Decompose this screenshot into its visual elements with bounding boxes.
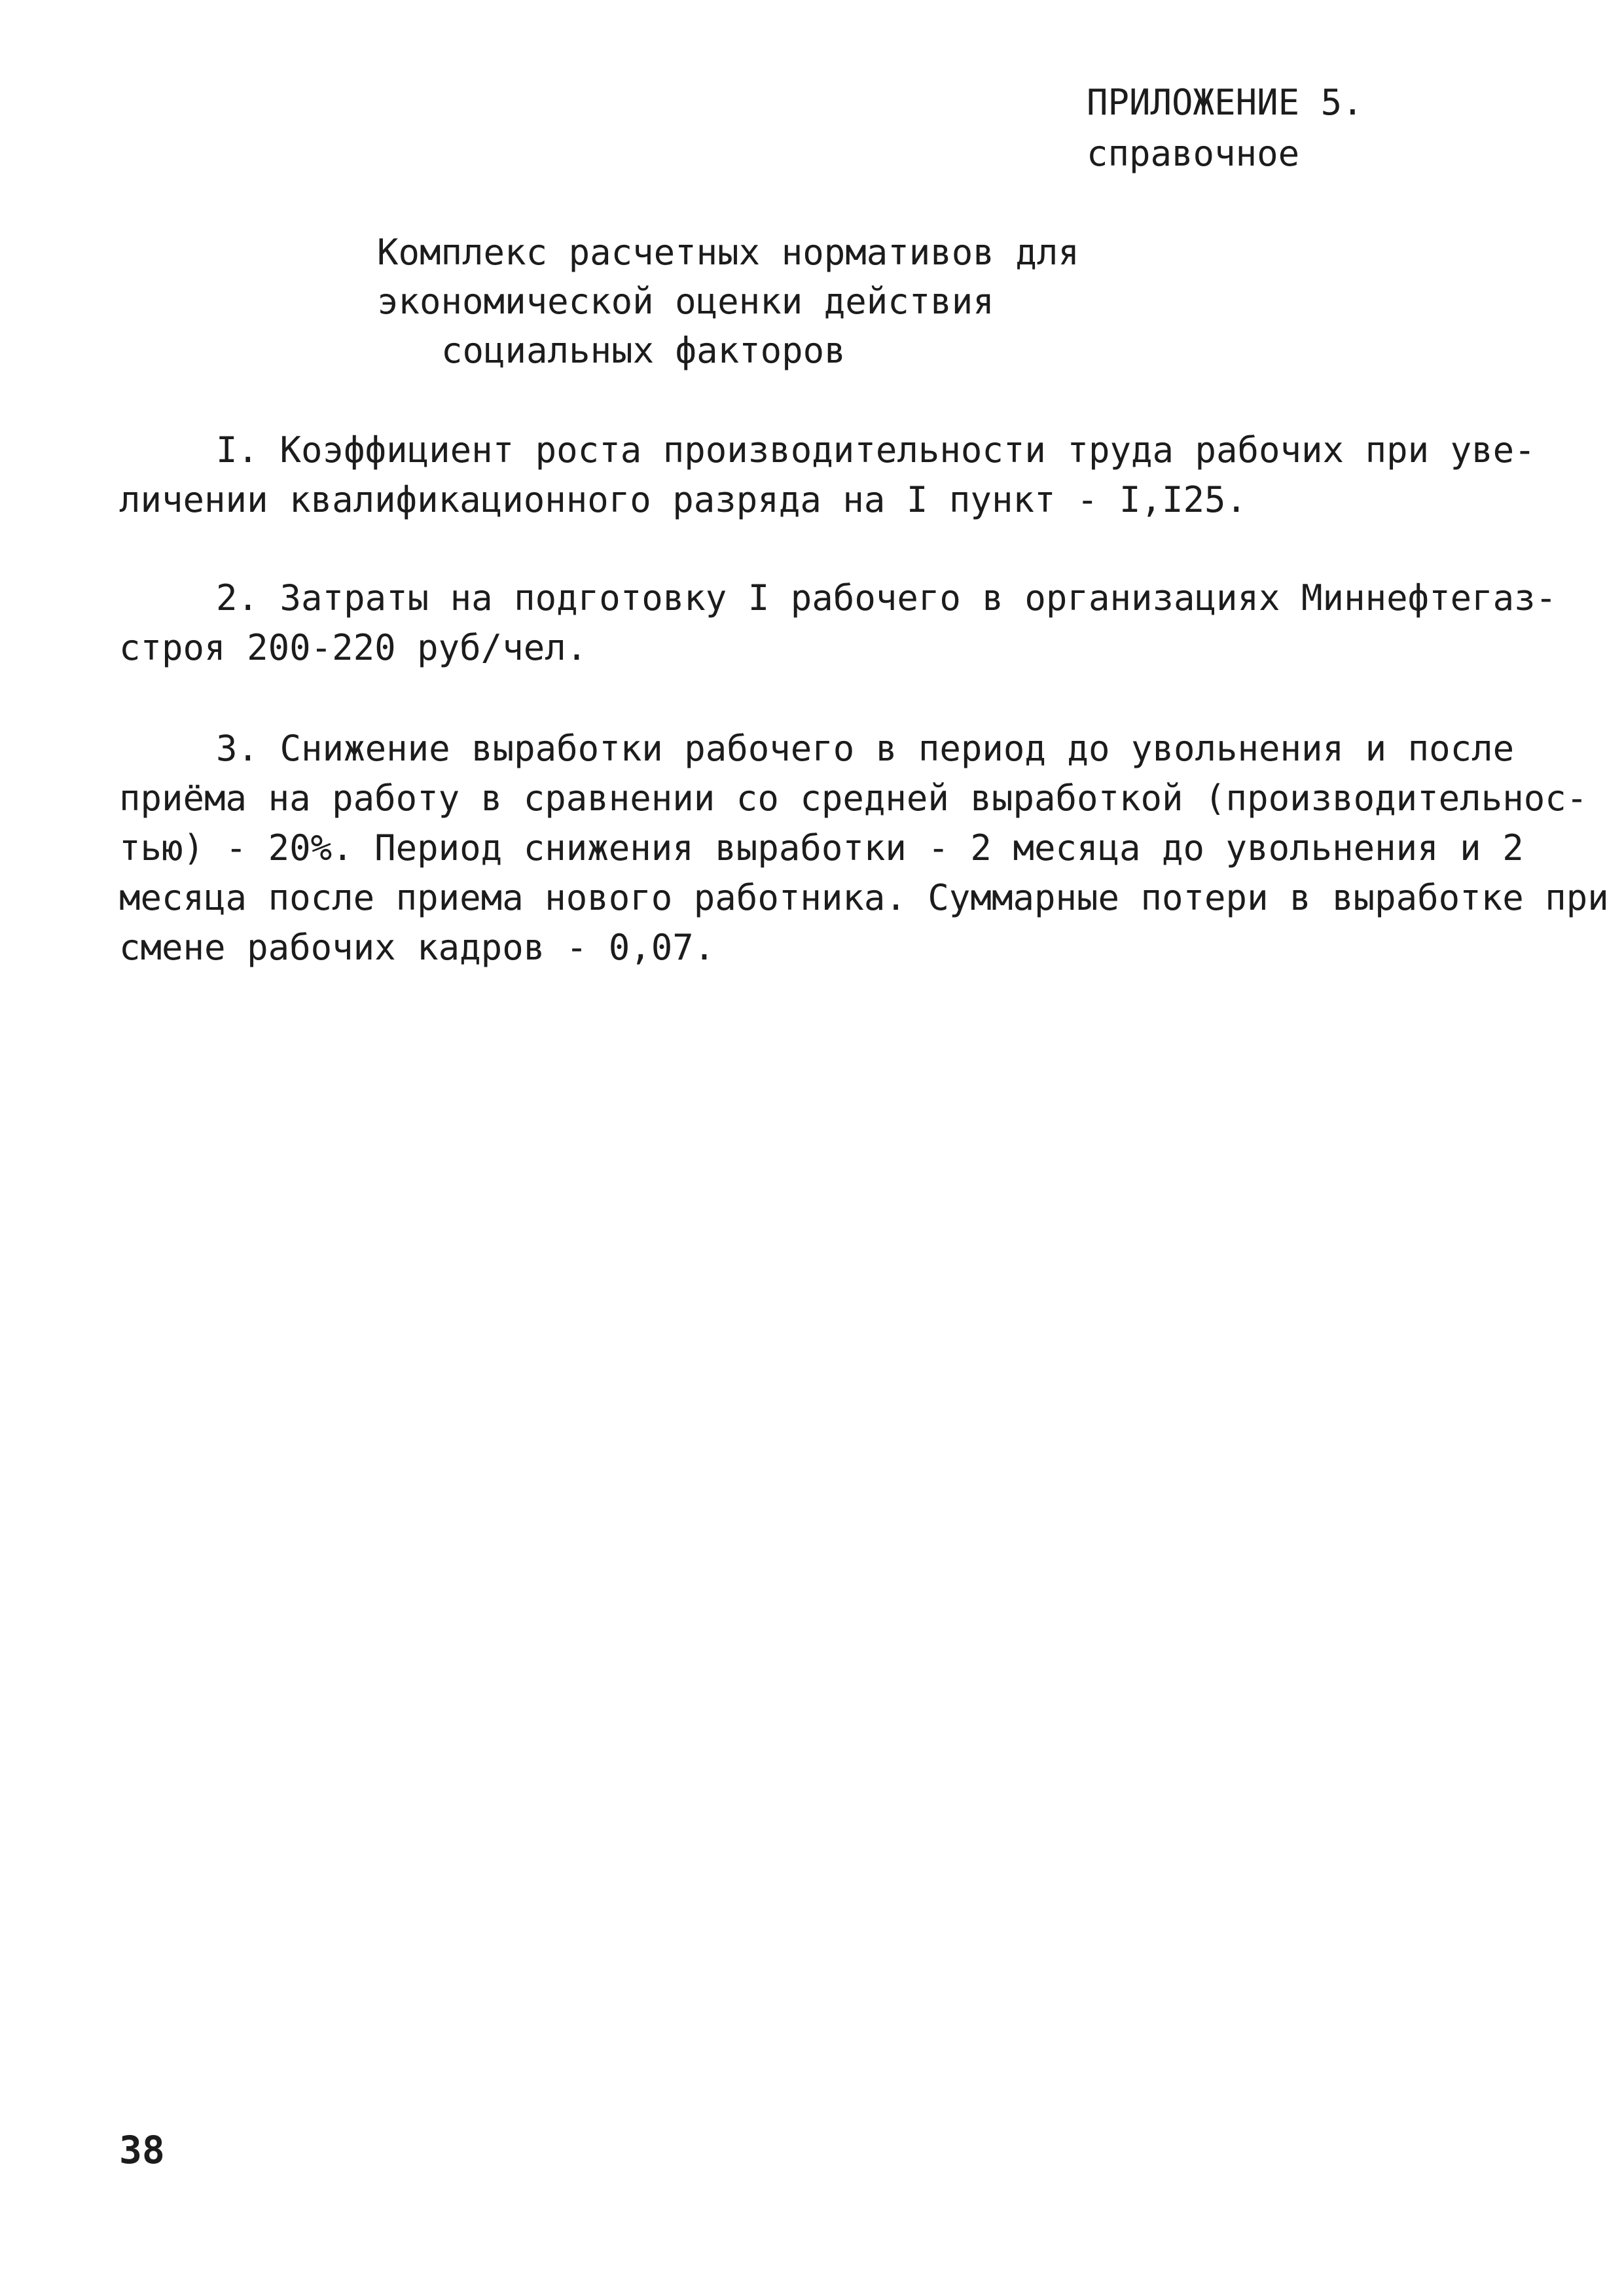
paragraph-line: 3. Снижение выработки рабочего в период до увольнения и после xyxy=(216,728,1515,769)
paragraph-line: строя 200-220 руб/чел. xyxy=(119,627,588,668)
appendix-subtitle: справочное xyxy=(1087,133,1300,174)
paragraph-line: 2. Затраты на подготовку I рабочего в организациях Миннефтегаз- xyxy=(216,577,1557,619)
appendix-title: ПРИЛОЖЕНИЕ 5. xyxy=(1087,82,1363,123)
document-heading xyxy=(377,228,1228,375)
paragraph-line: I. Коэффициент роста производительности труда рабочих при уве- xyxy=(216,429,1536,471)
page-number: 38 xyxy=(119,2128,165,2172)
paragraph-line: смене рабочих кадров - 0,07. xyxy=(119,927,715,968)
heading-line: Комплекс расчетных нормативов для xyxy=(377,232,1079,273)
heading-line: экономической оценки действия xyxy=(377,281,994,322)
norm-item-3 xyxy=(119,724,1609,973)
paragraph-line: личении квалификационного разряда на I пункт - I,I25. xyxy=(119,479,1248,520)
paragraph-line: тью) - 20%. Период снижения выработки - 2 месяца до увольнения и 2 xyxy=(119,827,1524,869)
norm-item-1 xyxy=(119,425,1559,525)
heading-line: социальных факторов xyxy=(441,330,846,371)
paragraph-line: приёма на работу в сравнении со средней выработкой (производительнос- xyxy=(119,778,1588,819)
paragraph-line: месяца после приема нового работника. Суммарные потери в выработке при xyxy=(119,877,1609,918)
appendix-label xyxy=(1087,77,1584,179)
norm-item-2 xyxy=(119,573,1559,673)
